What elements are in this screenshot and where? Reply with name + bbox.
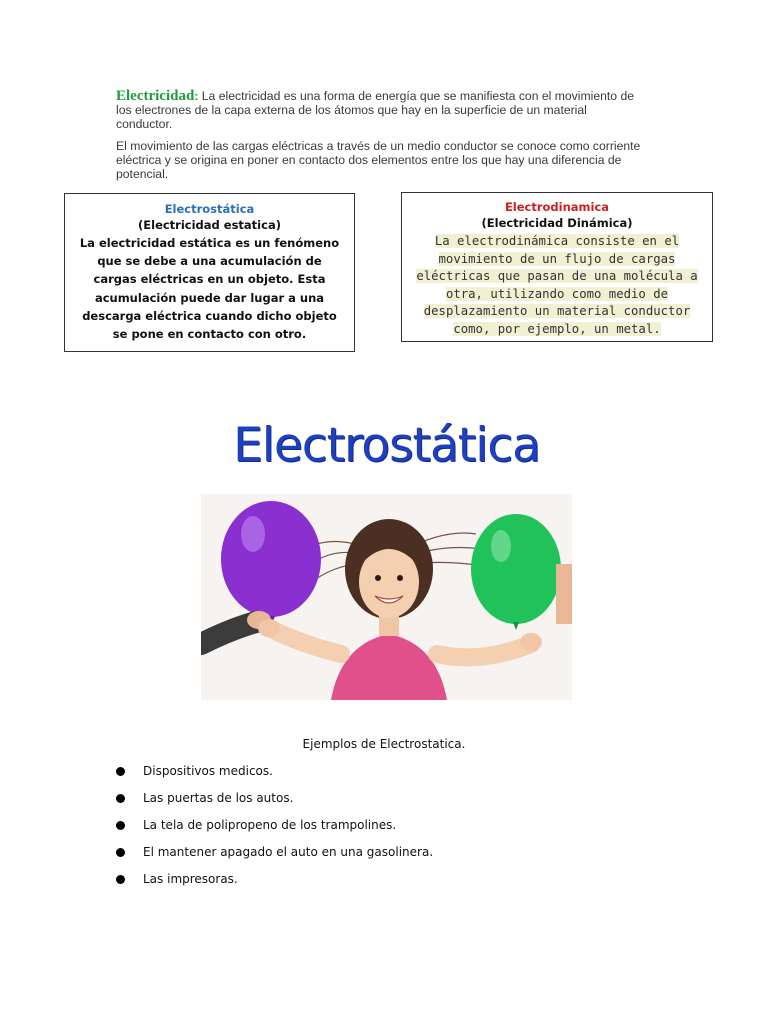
bullet-icon xyxy=(116,821,125,830)
electrodinamica-title: Electrodinamica xyxy=(504,200,610,214)
intro-paragraph-2: El movimiento de las cargas eléctricas a través de un medio conductor se conoce como corriente eléctrica y se origina en poner en contacto dos elementos entre los que hay una diferencia de potencial. xyxy=(116,139,641,181)
girl-balloons-photo xyxy=(201,494,572,700)
list-item xyxy=(116,868,433,895)
term-colon: : xyxy=(194,89,199,103)
electrostatica-subtitle: (Electricidad estatica) xyxy=(138,218,281,232)
list-item xyxy=(116,841,433,868)
electrostatica-title: Electrostática xyxy=(164,202,255,216)
list-item xyxy=(116,760,433,787)
list-item-text: El mantener apagado el auto en una gasolinera. xyxy=(143,845,434,859)
bullet-icon xyxy=(116,767,125,776)
bullet-icon xyxy=(116,794,125,803)
electrostatica-body: La electricidad estática es un fenómeno que se debe a una acumulación de cargas eléctricas en un objeto. Esta acumulación puede dar lugar a una descarga eléctrica cuando dicho objeto se pone en contacto con otro. xyxy=(79,236,340,342)
electrodinamica-box xyxy=(401,192,713,342)
electrodinamica-body xyxy=(402,233,712,338)
intro-text xyxy=(116,89,646,189)
list-item-text: Las puertas de los autos. xyxy=(143,791,294,805)
bullet-icon xyxy=(116,848,125,857)
illustration-title: Electrostática xyxy=(233,418,540,473)
intro-paragraph-1-text: La electricidad es una forma de energía que se manifiesta con el movimiento de los electrones de la capa externa de los átomos que hay en la superficie de un material conductor. xyxy=(116,89,635,131)
term-electricidad: Electricidad xyxy=(116,88,195,104)
list-item xyxy=(116,814,433,841)
electrostatica-box xyxy=(64,193,355,352)
intro-paragraph-1 xyxy=(116,89,646,131)
electrodinamica-body-text: La electrodinámica consiste en el movimiento de un flujo de cargas eléctricas que pasan de una molécula a otra, utilizando como medio de desplazamiento un material conductor como, por ejemplo, un metal. xyxy=(416,234,698,336)
list-item-text: Las impresoras. xyxy=(143,872,238,886)
electrostatica-illustration xyxy=(201,389,572,700)
examples-title: Ejemplos de Electrostatica. xyxy=(302,737,466,751)
bullet-icon xyxy=(116,875,125,884)
list-item-text: La tela de polipropeno de los trampolines. xyxy=(143,818,397,832)
electrodinamica-subtitle: (Electricidad Dinámica) xyxy=(481,216,633,230)
list-item xyxy=(116,787,433,814)
list-item-text: Dispositivos medicos. xyxy=(143,764,273,778)
examples-list xyxy=(116,760,433,895)
